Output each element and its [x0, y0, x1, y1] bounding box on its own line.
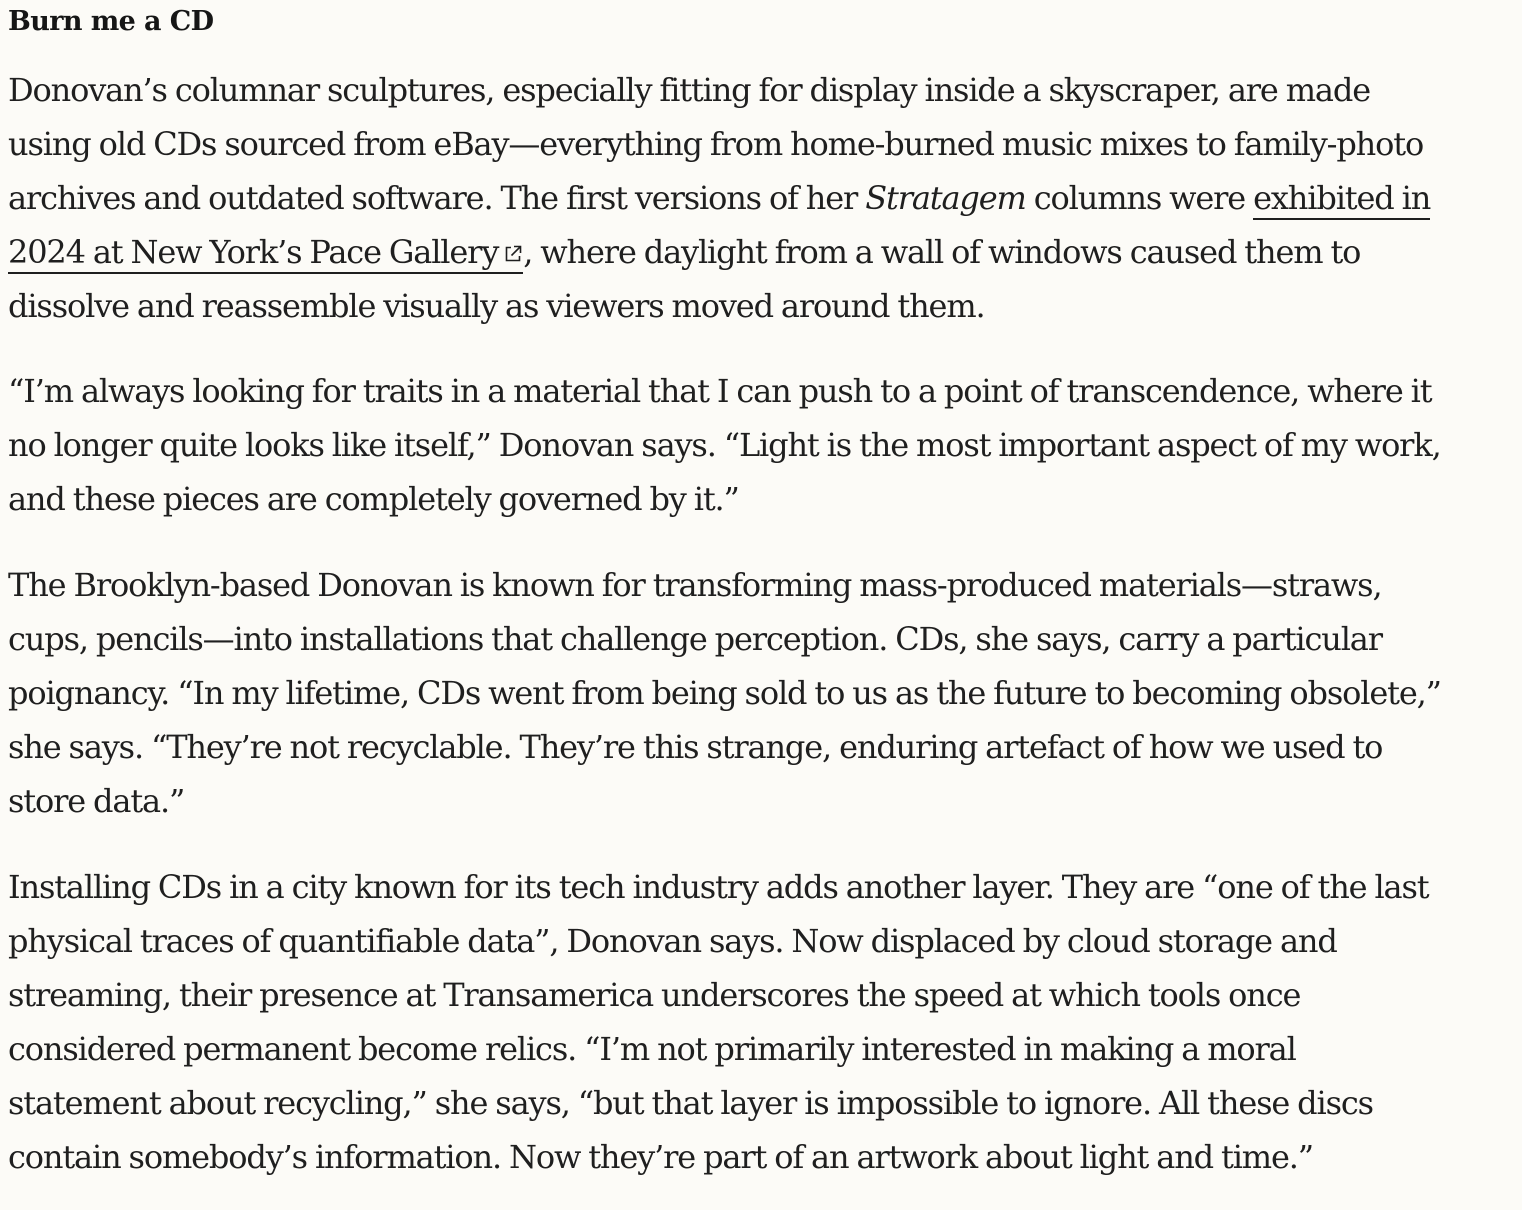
paragraph-2 — [8, 364, 1503, 526]
paragraph-4 — [8, 860, 1503, 1184]
paragraph-3-line-1: The Brooklyn-based Donovan is known for transforming mass-produced materials—straws, — [8, 566, 1382, 604]
external-link-icon[interactable] — [503, 244, 523, 264]
paragraph-4-line-2: physical traces of quantifiable data”, Donovan says. Now displaced by cloud storage and — [8, 922, 1337, 960]
paragraph-4-line-5: statement about recycling,” she says, “but that layer is impossible to ignore. All these discs — [8, 1084, 1373, 1122]
paragraph-1-line-2: using old CDs sourced from eBay—everything from home-burned music mixes to family-photo — [8, 125, 1424, 163]
paragraph-1-line-4 — [8, 225, 1503, 279]
paragraph-3-line-5: store data.” — [8, 782, 185, 820]
paragraph-1-line-3 — [8, 171, 1503, 225]
paragraph-2-line-1: “I’m always looking for traits in a material that I can push to a point of transcendence, where it — [8, 372, 1432, 410]
paragraph-3-line-3: poignancy. “In my lifetime, CDs went from being sold to us as the future to becoming obsolete,” — [8, 674, 1441, 712]
artwork-title: Stratagem — [865, 179, 1026, 217]
paragraph-2-line-2: no longer quite looks like itself,” Donovan says. “Light is the most important aspect of my work, — [8, 426, 1441, 464]
paragraph-2-line-3: and these pieces are completely governed by it.” — [8, 480, 739, 518]
paragraph-4-line-6: contain somebody’s information. Now they’re part of an artwork about light and time.” — [8, 1138, 1314, 1176]
section-heading: Burn me a CD — [8, 6, 214, 37]
paragraph-1-text: archives and outdated software. The first versions of her — [8, 179, 866, 217]
paragraph-4-line-1: Installing CDs in a city known for its tech industry adds another layer. They are “one of the last — [8, 868, 1429, 906]
paragraph-1 — [8, 63, 1503, 333]
paragraph-1-line-5: dissolve and reassemble visually as viewers moved around them. — [8, 287, 985, 325]
exhibition-link-part-2[interactable] — [8, 233, 523, 274]
paragraph-3-line-2: cups, pencils—into installations that challenge perception. CDs, she says, carry a particular — [8, 620, 1382, 658]
paragraph-1-text: columns were — [1025, 179, 1254, 217]
exhibition-link-part-1[interactable]: exhibited in — [1253, 179, 1430, 220]
paragraph-1-text: , where daylight from a wall of windows caused them to — [523, 233, 1361, 271]
paragraph-1-line-1: Donovan’s columnar sculptures, especially fitting for display inside a skyscraper, are made — [8, 71, 1370, 109]
paragraph-4-line-3: streaming, their presence at Transamerica underscores the speed at which tools once — [8, 976, 1301, 1014]
exhibition-link-text[interactable]: 2024 at New York’s Pace Gallery — [8, 233, 499, 271]
paragraph-3-line-4: she says. “They’re not recyclable. They’re this strange, enduring artefact of how we used to — [8, 728, 1383, 766]
paragraph-4-line-4: considered permanent become relics. “I’m not primarily interested in making a moral — [8, 1030, 1296, 1068]
paragraph-3 — [8, 558, 1503, 828]
